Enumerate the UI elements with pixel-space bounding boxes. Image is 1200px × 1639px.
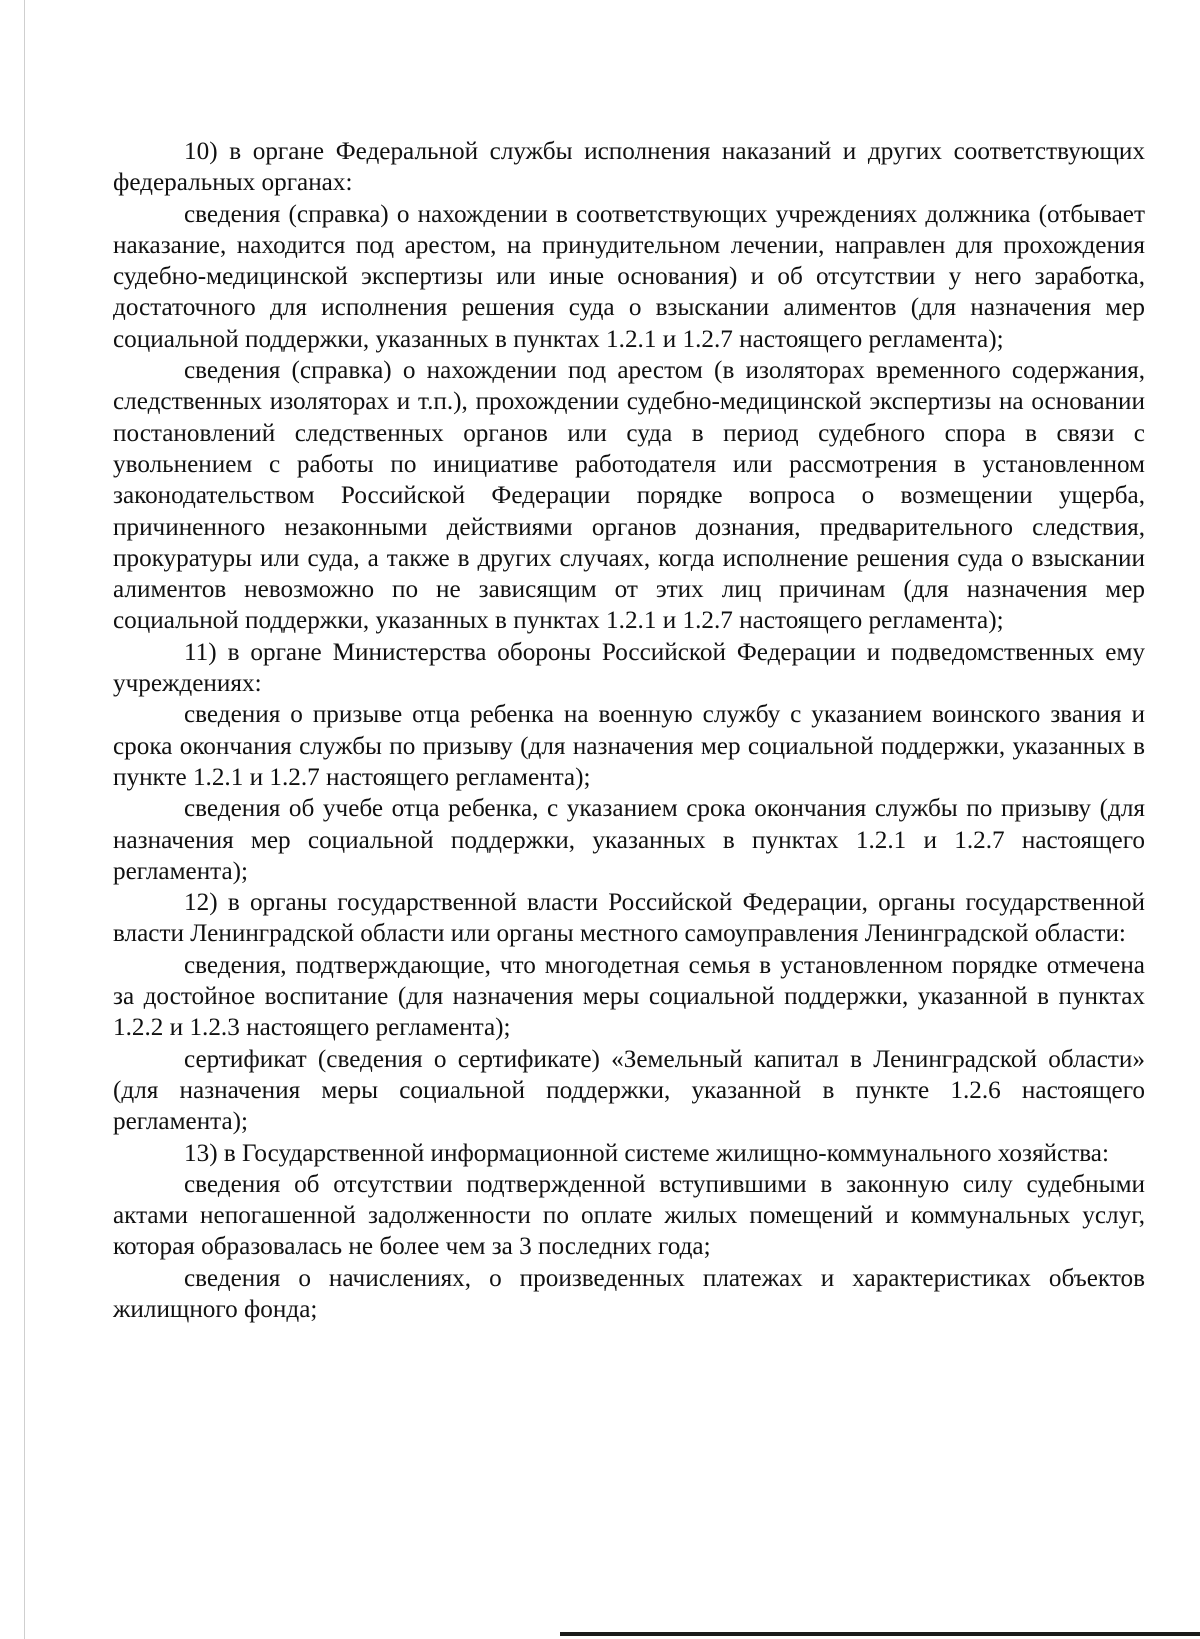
item-10-heading: 10) в органе Федеральной службы исполнения наказаний и других соответствующих федеральных органах: bbox=[113, 138, 1145, 197]
paragraph-large-family-info: сведения, подтверждающие, что многодетная семья в установленном порядке отмечена за достойное воспитание (для назначения меры социальной поддержки, указанной в пунктах 1.2.2 и 1.2.3 настоящего регламента); bbox=[113, 951, 1145, 1042]
item-13-heading: 13) в Государственной информационной системе жилищно-коммунального хозяйства: bbox=[184, 1139, 1109, 1167]
paragraph-land-capital-certificate: сертификат (сведения о сертификате) «Земельный капитал в Ленинградской области» (для назначения меры социальной поддержки, указанной в пункте 1.2.6 настоящего регламента); bbox=[113, 1045, 1145, 1136]
item-11-heading: 11) в органе Министерства обороны Российской Федерации и подведомственных ему учреждениях: bbox=[113, 638, 1145, 698]
item-12-heading: 12) в органы государственной власти Российской Федерации, органы государственной власти Ленинградской области или органы местного самоуправления Ленинградской области: bbox=[113, 889, 1145, 948]
paragraph-no-debt-info: сведения об отсутствии подтвержденной вступившими в законную силу судебными актами непогашенной задолженности по оплате жилых помещений и коммунальных услуг, которая образовалась не более чем за 3 последних года; bbox=[113, 1170, 1145, 1261]
paragraph-arrest-info: сведения (справка) о нахождении под арестом (в изоляторах временного содержания, следственных изоляторах и т.п.), прохождении судебно-медицинской экспертизы на основании постановлений следственных органов или суда в период судебного спора в связи с увольнением с работы по инициативе работодателя или рассмотрения в установленном законодательством Российской Федерации порядке вопроса о возмещении ущерба, причиненного незаконными действиями органов дознания, предварительного следствия, прокуратуры или суда, а также в других случаях, когда исполнение решения суда о взыскании алиментов невозможно по не зависящим от этих лиц причинам (для назначения мер социальной поддержки, указанных в пунктах 1.2.1 и 1.2.7 настоящего регламента); bbox=[113, 357, 1145, 635]
paragraph-military-draft-info: сведения о призыве отца ребенка на военную службу с указанием воинского звания и срока окончания службы по призыву (для назначения мер социальной поддержки, указанных в пункте 1.2.1 и 1.2.7 настоящего регламента); bbox=[113, 701, 1145, 791]
paragraph-accruals-info: сведения о начислениях, о произведенных платежах и характеристиках объектов жилищного фонда; bbox=[113, 1264, 1145, 1323]
scan-edge-bottom bbox=[560, 1632, 1200, 1636]
scan-edge-left bbox=[24, 0, 25, 1639]
paragraph-father-study-info: сведения об учебе отца ребенка, с указанием срока окончания службы по призыву (для назначения мер социальной поддержки, указанных в пунктах 1.2.1 и 1.2.7 настоящего регламента); bbox=[113, 795, 1145, 885]
document-page bbox=[113, 136, 1145, 1325]
paragraph-debtor-detention-info: сведения (справка) о нахождении в соответствующих учреждениях должника (отбывает наказание, находится под арестом, на принудительном лечении, направлен для прохождения судебно-медицинской экспертизы или иные основания) и об отсутствии у него заработка, достаточного для исполнения решения суда о взыскании алиментов (для назначения мер социальной поддержки, указанных в пунктах 1.2.1 и 1.2.7 настоящего регламента); bbox=[113, 200, 1145, 353]
